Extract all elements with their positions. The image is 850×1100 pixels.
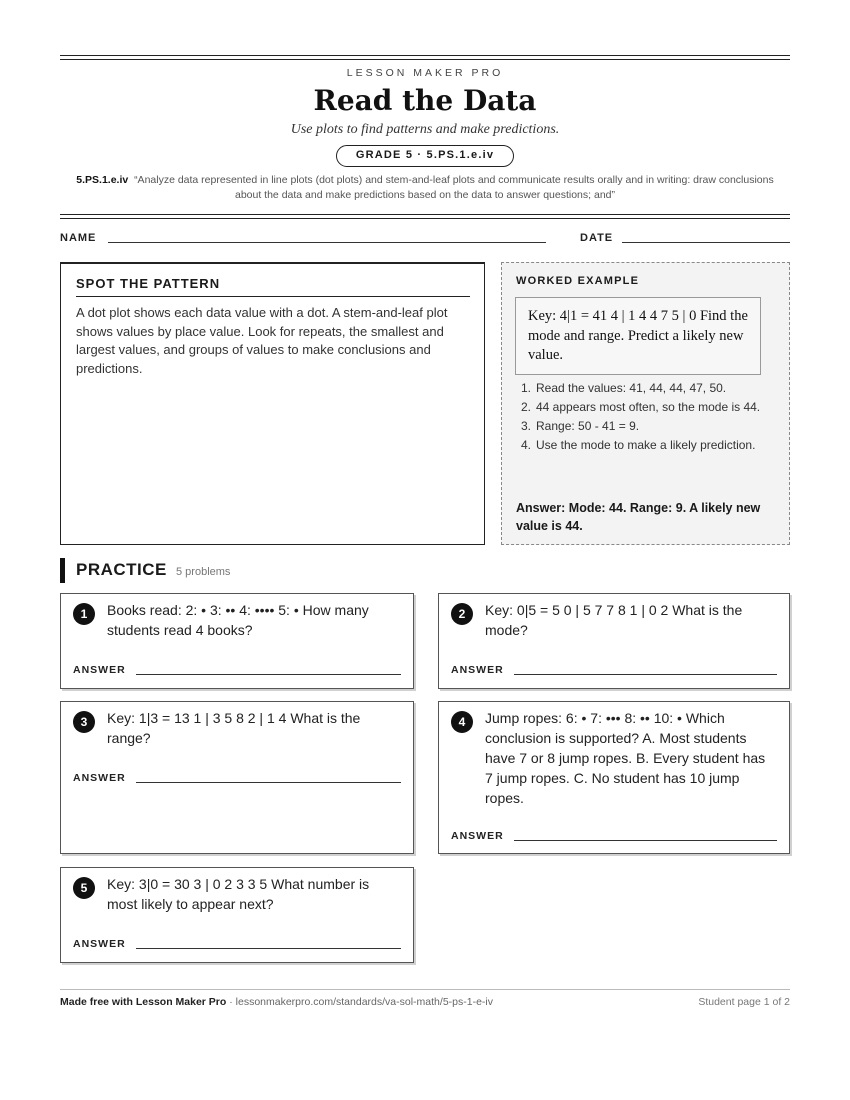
step-text: Use the mode to make a likely prediction. [536,438,756,452]
problem-text: Key: 1|3 = 13 1 | 3 5 8 2 | 1 4 What is the range? [107,710,361,746]
problem-text: Key: 3|0 = 30 3 | 0 2 3 3 5 What number is most likely to appear next? [107,876,370,912]
answer-field[interactable] [136,782,401,783]
footer-credit [60,996,493,1008]
problem-text: Key: 0|5 = 5 0 | 5 7 7 8 1 | 0 2 What is the mode? [485,602,743,638]
practice-accent-bar [60,558,65,583]
worked-example-answer: Answer: Mode: 44. Range: 9. A likely new value is 44. [516,501,761,533]
answer-label: ANSWER [73,938,126,950]
standard-code: 5.PS.1.e.iv [76,174,129,186]
date-label: DATE [580,232,614,244]
page-subtitle: Use plots to find patterns and make predictions. [290,122,560,137]
brand-name: LESSON MAKER PRO [346,67,504,79]
problem-number: 3 [73,711,95,733]
spot-the-pattern-body: A dot plot shows each data value with a dot. A stem-and-leaf plot shows values by place value. Look for repeats, the smallest and largest values, and groups of values to make conclusions and predictions. [76,305,448,376]
step-text: Range: 50 - 41 = 9. [536,419,640,433]
answer-field[interactable] [136,948,401,949]
student-info-row [60,232,790,248]
practice-count: 5 problems [176,566,231,578]
worked-example-box [501,262,790,545]
answer-label: ANSWER [451,830,504,842]
spot-the-pattern-box [60,262,485,545]
top-rule [60,55,790,56]
problem-number: 2 [451,603,473,625]
header-rule [60,214,790,215]
footer-made-with: Made free with Lesson Maker Pro [60,996,227,1008]
practice-heading: PRACTICE [76,560,167,579]
answer-label: ANSWER [451,664,504,676]
problem-card-1 [60,593,414,689]
answer-field[interactable] [136,674,401,675]
step-text: Read the values: 41, 44, 44, 47, 50. [536,381,727,395]
problem-number: 4 [451,711,473,733]
step-text: 44 appears most often, so the mode is 44. [536,400,761,414]
date-field[interactable] [622,242,790,243]
answer-label: ANSWER [73,664,126,676]
name-field[interactable] [108,242,546,243]
step-item: 2. 44 appears most often, so the mode is 44. [521,400,761,414]
answer-label: ANSWER [73,772,126,784]
top-rule-thin [60,59,790,60]
name-label: NAME [60,232,97,244]
answer-field[interactable] [514,840,777,841]
header-rule-thin [60,218,790,219]
standard-text: “Analyze data represented in line plots (dot plots) and stem-and-leaf plots and communicate results orally and in writing: draw conclusions about the data and make predictions based on the data to answer questions; and” [134,174,774,201]
problem-card-5 [60,867,414,963]
spot-the-pattern-heading: SPOT THE PATTERN [76,276,470,297]
worked-example-steps [516,380,776,456]
footer-page-number: Student page 1 of 2 [698,996,790,1008]
problem-text: Jump ropes: 6: • 7: ••• 8: •• 10: • Which conclusion is supported? A. Most students have 7 or 8 jump ropes. B. Every student has 7 jump ropes. C. No student has 10 jump ropes. [485,710,766,806]
step-item: 3. Range: 50 - 41 = 9. [521,419,640,433]
problem-number: 1 [73,603,95,625]
worked-example-problem: Key: 4|1 = 41 4 | 1 4 4 7 5 | 0 Find the mode and range. Predict a likely new value. [515,297,761,375]
problem-card-3 [60,701,414,854]
problem-number: 5 [73,877,95,899]
footer-rule [60,989,790,990]
step-item: 4. Use the mode to make a likely prediction. [521,438,756,452]
grade-badge: GRADE 5 · 5.PS.1.e.iv [336,145,514,167]
problem-card-4 [438,701,790,854]
answer-field[interactable] [514,674,777,675]
problem-text: Books read: 2: • 3: •• 4: •••• 5: • How many students read 4 books? [107,602,369,638]
footer-url[interactable]: · lessonmakerpro.com/standards/va-sol-math/5-ps-1-e-iv [229,996,493,1008]
problem-card-2 [438,593,790,689]
step-item: 1. Read the values: 41, 44, 44, 47, 50. [521,381,727,395]
standard-description [70,173,780,203]
worked-example-heading: WORKED EXAMPLE [516,275,640,287]
page-title: Read the Data [313,84,537,117]
